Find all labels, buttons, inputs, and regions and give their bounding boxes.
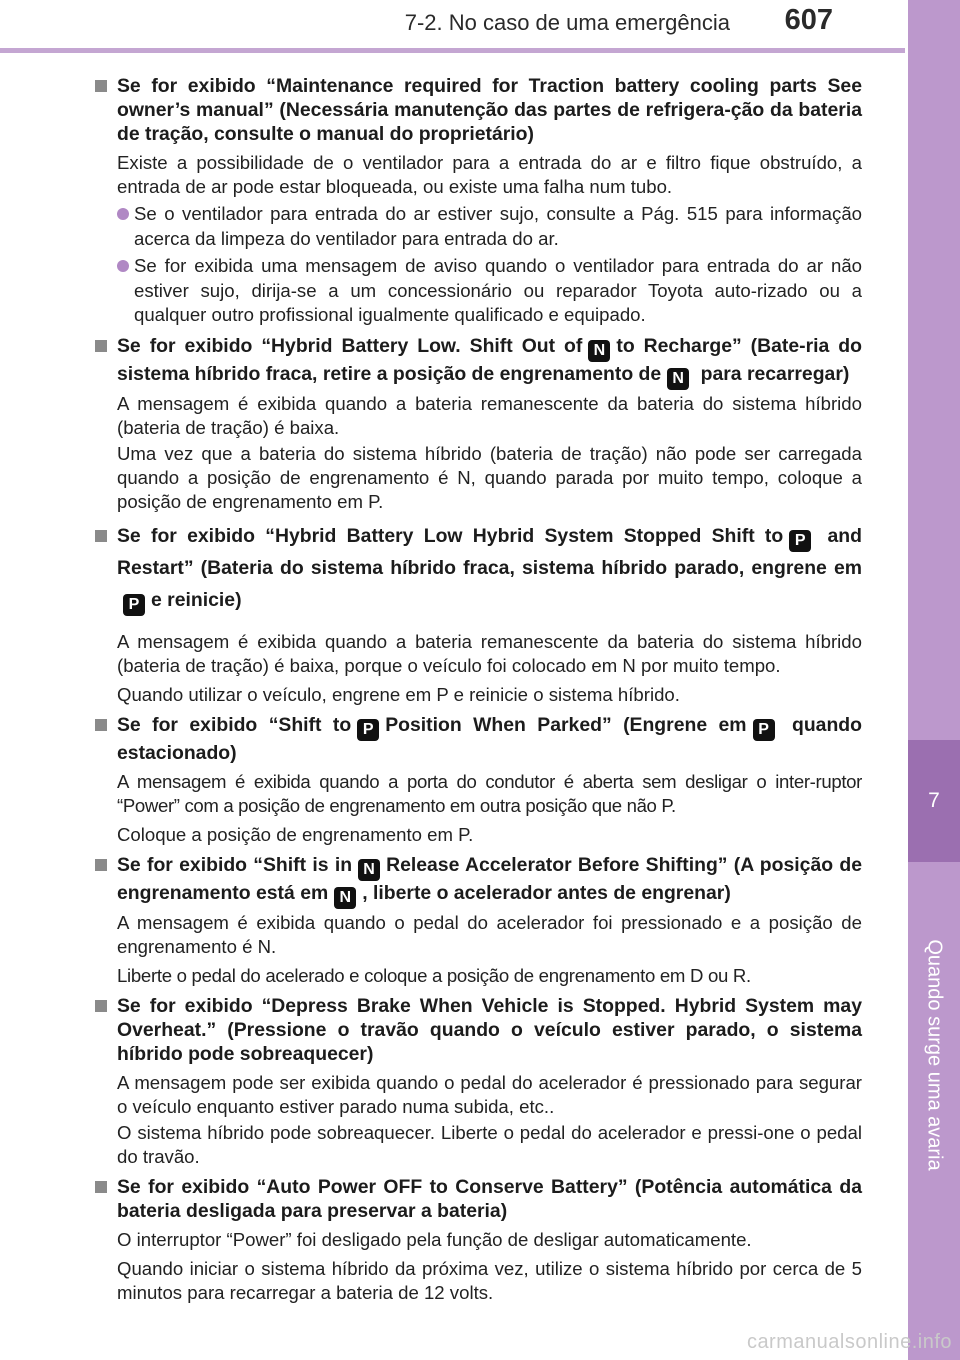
chapter-number: 7 (928, 789, 940, 812)
square-bullet-icon (95, 1181, 107, 1193)
paragraph: A mensagem é exibida quando a bateria remanescente da bateria do sistema híbrido (bateria de tração) é baixa, porque o veículo foi colocado em N por muito tempo. (117, 630, 862, 676)
gear-p-icon: P (357, 719, 379, 741)
square-bullet-icon (95, 530, 107, 542)
square-bullet-icon (95, 80, 107, 92)
page-number: 607 (784, 4, 833, 36)
circle-bullet-icon (117, 260, 129, 272)
section-heading: Se for exibido “Depress Brake When Vehicle is Stopped. Hybrid System may Overheat.” (Pressione o travão quando o veículo estiver parado, o sistema híbrido pode sobreaquecer) (95, 994, 862, 1066)
chapter-box (908, 740, 960, 862)
section-hybrid-system-stopped (95, 520, 862, 707)
section-heading: Se for exibido “Auto Power OFF to Conserve Battery” (Potência automática da bateria desligada para preservar a bateria) (95, 1175, 862, 1223)
gear-n-icon: N (667, 368, 689, 390)
section-heading: Se for exibido “Shift to P Position When Parked” (Engrene em P quando estacionado) (95, 713, 862, 765)
gear-p-icon: P (789, 530, 811, 552)
paragraph: Existe a possibilidade de o ventilador para a entrada do ar e filtro fique obstruído, a entrada de ar pode estar bloqueada, ou existe uma falha num tubo. (117, 152, 862, 197)
chapter-label (908, 870, 960, 1240)
gear-n-icon: N (334, 887, 356, 909)
gear-n-icon: N (588, 340, 610, 362)
paragraph: Quando iniciar o sistema híbrido da próxima vez, utilize o sistema híbrido por cerca de 5 minutos para recarregar a bateria de 12 volts. (117, 1257, 862, 1303)
square-bullet-icon (95, 1000, 107, 1012)
section-heading: Se for exibido “Hybrid Battery Low Hybrid System Stopped Shift to P and Restart” (Bateria do sistema híbrido fraca, sistema híbrido parado, engrene emP e reinicie) (95, 520, 862, 616)
section-title: 7-2. No caso de uma emergência (404, 10, 730, 35)
circle-bullet-icon (117, 208, 129, 220)
paragraph: A mensagem pode ser exibida quando o pedal do acelerador é pressionado para segurar o veículo enquanto estiver parado numa subida, etc.. (117, 1071, 862, 1117)
list-item: Se for exibida uma mensagem de aviso quando o ventilador para entrada do ar não estiver sujo, dirija-se a um concessionário ou reparador Toyota auto-rizado ou a qualquer outro profissional igualmente qualificado e equipado. (117, 254, 862, 328)
chapter-side-tab (908, 0, 960, 1360)
watermark: carmanualsonline.info (746, 1331, 952, 1353)
section-depress-brake (95, 994, 862, 1169)
square-bullet-icon (95, 719, 107, 731)
list-item: Se o ventilador para entrada do ar estiver sujo, consulte a Pág. 515 para informação acerca da limpeza do ventilador para entrada do ar. (117, 202, 862, 251)
paragraph: A mensagem é exibida quando a bateria remanescente da bateria do sistema híbrido (bateria de tração) é baixa. (117, 392, 862, 438)
gear-p-icon: P (123, 594, 145, 616)
square-bullet-icon (95, 340, 107, 352)
section-shift-in-n (95, 853, 862, 988)
square-bullet-icon (95, 859, 107, 871)
gear-p-icon: P (753, 719, 775, 741)
paragraph: Quando utilizar o veículo, engrene em P e reinicie o sistema híbrido. (117, 683, 680, 705)
section-shift-to-p (95, 713, 862, 847)
paragraph: Uma vez que a bateria do sistema híbrido (bateria de tração) não pode ser carregada quando a posição de engrenamento é N, quando parada por muito tempo, coloque a posição de engrenamento em P. (117, 442, 862, 512)
section-heading: Se for exibido “Shift is in N Release Accelerator Before Shifting” (A posição de engrenamento está em N , liberte o acelerador antes de engrenar) (95, 853, 862, 909)
section-heading: Se for exibido “Hybrid Battery Low. Shift Out of N to Recharge” (Bate-ria do sistema híbrido fraca, retire a posição de engrenamento de N para recarregar) (95, 334, 862, 390)
paragraph: A mensagem é exibida quando o pedal do acelerador foi pressionado e a posição de engrenamento é N. (117, 911, 862, 957)
chapter-label-text: Quando surge uma avaria (923, 939, 946, 1171)
section-hybrid-battery-low (95, 334, 862, 514)
paragraph: A mensagem é exibida quando a porta do condutor é aberta sem desligar o inter-ruptor “Power” com a posição de engrenamento em outra posição que não P. (117, 770, 862, 816)
paragraph: O interruptor “Power” foi desligado pela função de desligar automaticamente. (117, 1228, 752, 1250)
paragraph: O sistema híbrido pode sobreaquecer. Liberte o pedal do acelerador e pressi-one o pedal do travão. (117, 1121, 862, 1167)
section-heading: Se for exibido “Maintenance required for Traction battery cooling parts See owner’s manual” (Necessária manutenção das partes de refrigera-ção da bateria de tração, consulte o manual do proprietário) (95, 74, 862, 146)
paragraph: Coloque a posição de engrenamento em P. (117, 823, 474, 845)
page-content (95, 74, 862, 1305)
paragraph: Liberte o pedal do acelerado e coloque a posição de engrenamento em D ou R. (117, 964, 751, 986)
page-header (0, 0, 905, 52)
section-auto-power-off (95, 1175, 862, 1305)
section-maintenance-cooling (95, 74, 862, 328)
gear-n-icon: N (358, 859, 380, 881)
header-rule (0, 48, 905, 53)
